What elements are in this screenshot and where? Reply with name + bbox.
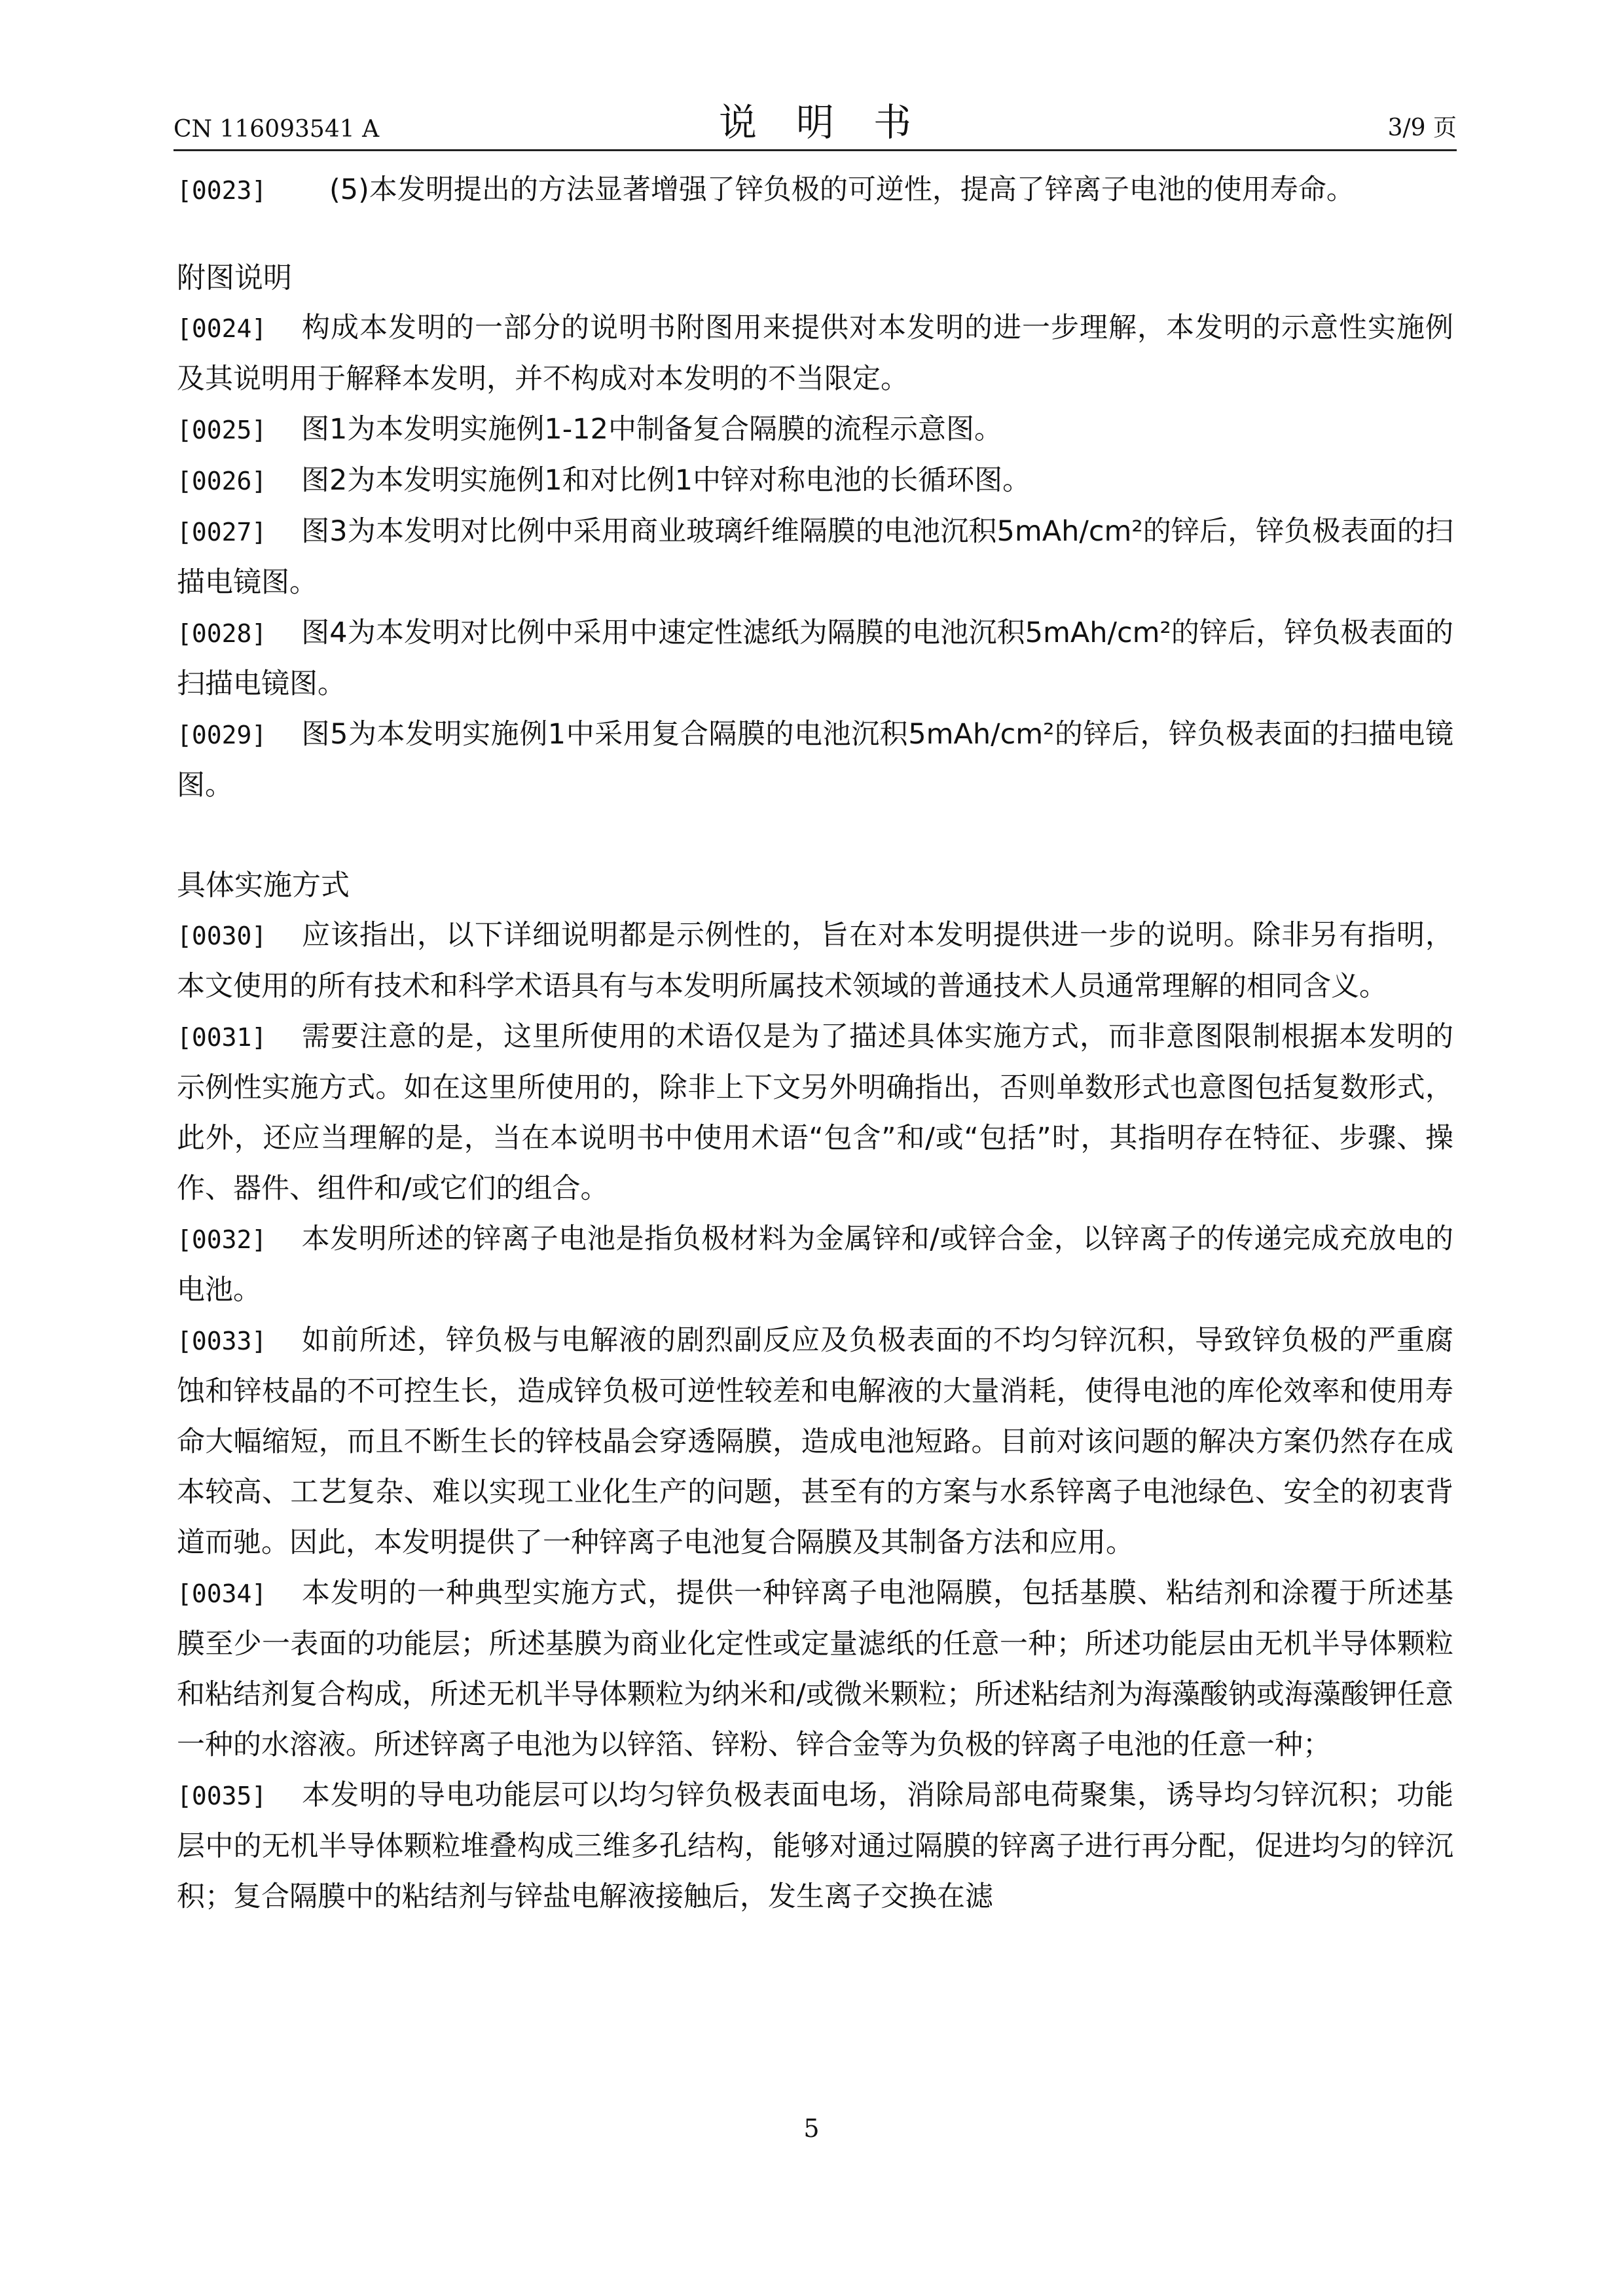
section-heading-figures: 附图说明 [177,261,292,295]
patent-number: CN 116093541 A [173,116,380,143]
paragraph-0027 [177,507,1453,608]
paragraph-text: 图3为本发明对比例中采用商业玻璃纤维隔膜的电池沉积5mAh/cm²的锌后，锌负极表面的扫描电镜图。 [177,515,1453,599]
paragraph-text: (5)本发明提出的方法显著增强了锌负极的可逆性，提高了锌离子电池的使用寿命。 [301,173,1355,206]
paragraph-0028 [177,608,1453,709]
paragraph-text: 本发明所述的锌离子电池是指负极材料为金属锌和/或锌合金，以锌离子的传递完成充放电的电池。 [177,1223,1453,1306]
page-number-footer: 5 [803,2114,820,2143]
paragraph-0031 [177,1012,1453,1214]
paragraph-text: 图1为本发明实施例1-12中制备复合隔膜的流程示意图。 [301,413,1002,446]
paragraph-number: [0034] [177,1579,267,1608]
paragraph-0032 [177,1214,1453,1316]
paragraph-text: 本发明的导电功能层可以均匀锌负极表面电场，消除局部电荷聚集，诱导均匀锌沉积；功能层中的无机半导体颗粒堆叠构成三维多孔结构，能够对通过隔膜的锌离子进行再分配，促进均匀的锌沉积；复合隔膜中的粘结剂与锌盐电解液接触后，发生离子交换在滤 [177,1779,1453,1913]
document-body [177,165,1453,1922]
spacer [177,216,1453,253]
paragraph-text: 构成本发明的一部分的说明书附图用来提供对本发明的进一步理解，本发明的示意性实施例及其说明用于解释本发明，并不构成对本发明的不当限定。 [177,312,1453,395]
paragraph-0029 [177,709,1453,811]
paragraph-number: [0030] [177,922,267,950]
paragraph-number: [0026] [177,467,267,495]
paragraph-number: [0023] [177,176,267,205]
paragraph-number: [0027] [177,518,267,547]
paragraph-text: 应该指出，以下详细说明都是示例性的，旨在对本发明提供进一步的说明。除非另有指明，本文使用的所有技术和科学术语具有与本发明所属技术领域的普通技术人员通常理解的相同含义。 [177,919,1453,1003]
paragraph-number: [0031] [177,1023,267,1052]
paragraph-text: 需要注意的是，这里所使用的术语仅是为了描述具体实施方式，而非意图限制根据本发明的示例性实施方式。如在这里所使用的，除非上下文另外明确指出，否则单数形式也意图包括复数形式，此外，还应当理解的是，当在本说明书中使用术语“包含”和/或“包括”时，其指明存在特征、步骤、操作、器件、组件和/或它们的组合。 [177,1020,1453,1205]
paragraph-text: 图4为本发明对比例中采用中速定性滤纸为隔膜的电池沉积5mAh/cm²的锌后，锌负极表面的扫描电镜图。 [177,617,1453,700]
section-heading-embodiments: 具体实施方式 [177,869,350,902]
page-counter: 3/9 页 [1387,115,1457,141]
paragraph-number: [0032] [177,1225,267,1254]
paragraph-0033 [177,1316,1453,1568]
paragraph-text: 图5为本发明实施例1中采用复合隔膜的电池沉积5mAh/cm²的锌后，锌负极表面的扫描电镜图。 [177,718,1453,802]
paragraph-number: [0029] [177,721,267,749]
paragraph-text: 图2为本发明实施例1和对比例1中锌对称电池的长循环图。 [301,464,1031,497]
paragraph-number: [0025] [177,416,267,444]
paragraph-text: 如前所述，锌负极与电解液的剧烈副反应及负极表面的不均匀锌沉积，导致锌负极的严重腐蚀和锌枝晶的不可控生长，造成锌负极可逆性较差和电解液的大量消耗，使得电池的库伦效率和使用寿命大幅缩短，而且不断生长的锌枝晶会穿透隔膜，造成电池短路。目前对该问题的解决方案仍然存在成本较高、工艺复杂、难以实现工业化生产的问题，甚至有的方案与水系锌离子电池绿色、安全的初衷背道而驰。因此，本发明提供了一种锌离子电池复合隔膜及其制备方法和应用。 [177,1324,1453,1559]
paragraph-text: 本发明的一种典型实施方式，提供一种锌离子电池隔膜，包括基膜、粘结剂和涂覆于所述基膜至少一表面的功能层；所述基膜为商业化定性或定量滤纸的任意一种；所述功能层由无机半导体颗粒和粘结剂复合构成，所述无机半导体颗粒为纳米和/或微米颗粒；所述粘结剂为海藻酸钠或海藻酸钾任意一种的水溶液。所述锌离子电池为以锌箔、锌粉、锌合金等为负极的锌离子电池的任意一种； [177,1577,1453,1761]
header-rule [173,149,1457,151]
paragraph-0023 [177,165,1453,216]
paragraph-0025 [177,404,1453,456]
paragraph-0024 [177,303,1453,404]
document-title: 说明书 [718,100,951,145]
page-header [173,98,1457,157]
paragraph-0034 [177,1568,1453,1770]
paragraph-0030 [177,910,1453,1012]
paragraph-0026 [177,456,1453,507]
paragraph-number: [0024] [177,314,267,343]
paragraph-number: [0035] [177,1782,267,1810]
paragraph-number: [0033] [177,1327,267,1355]
spacer [177,811,1453,860]
paragraph-0035 [177,1770,1453,1922]
paragraph-number: [0028] [177,619,267,648]
